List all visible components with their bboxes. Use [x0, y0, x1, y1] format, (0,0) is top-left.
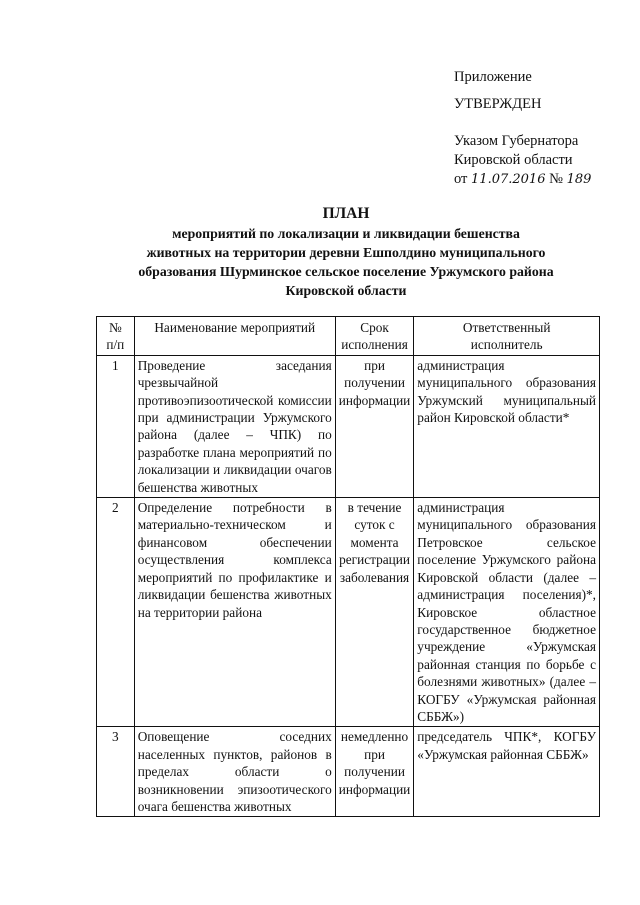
row-number: 2 [97, 498, 135, 727]
header-resp: Ответственный исполнитель [414, 317, 600, 356]
header-num: № п/п [97, 317, 135, 356]
row-responsible: администрация муниципального образования Петровское сельское поселение Уржумского района Кировской области (далее – администрация поселения)*, Кировское областное государственное бюджетное учреждение «Уржумская районная станция по борьбе с болезнями животных» (далее – КОГБУ «Уржумская районная СББЖ») [414, 498, 600, 727]
row-term: в течение суток с момента регистрации заболевания [335, 498, 414, 727]
decree-date: 11.07.2016 [471, 172, 546, 187]
decree-date-line [454, 170, 591, 189]
table-row [97, 498, 600, 727]
title-line-2: животных на территории деревни Ешполдино муниципального [146, 245, 546, 260]
approved-label: УТВЕРЖДЕН [454, 96, 542, 112]
table-header-row [97, 317, 600, 356]
row-activity: Определение потребности в материально-техническом и финансовом обеспечении осуществления комплекса мероприятий по профилактике и ликвидации бешенства животных на территории района [134, 498, 335, 727]
approval-stamp [454, 68, 591, 189]
row-term: немедленно при получении информации [335, 727, 414, 817]
plan-table [96, 316, 600, 817]
appendix-label: Приложение [454, 69, 532, 85]
row-number: 3 [97, 727, 135, 817]
document-title [96, 204, 596, 300]
number-label: № [549, 171, 563, 187]
table-row [97, 727, 600, 817]
plan-heading: ПЛАН [322, 205, 370, 222]
row-activity: Оповещение соседних населенных пунктов, районов в пределах области о возникновении эпизоотического очага бешенства животных [134, 727, 335, 817]
title-line-3: образования Шурминское сельское поселение Уржумского района [138, 264, 554, 279]
row-number: 1 [97, 355, 135, 497]
row-activity: Проведение заседания чрезвычайной противоэпизоотической комиссии при администрации Уржумского района (далее – ЧПК) по разработке плана мероприятий по локализации и ликвидации очагов бешенства животных [134, 355, 335, 497]
decree-number: 189 [566, 172, 592, 187]
row-responsible: администрация муниципального образования Уржумский муниципальный район Кировской области* [414, 355, 600, 497]
title-line-1: мероприятий по локализации и ликвидации бешенства [172, 226, 520, 241]
decree-line-1: Указом Губернатора [454, 133, 579, 149]
title-line-4: Кировской области [285, 283, 407, 298]
header-term: Срок исполнения [335, 317, 414, 356]
row-term: при получении информации [335, 355, 414, 497]
table-row [97, 355, 600, 497]
header-name: Наименование мероприятий [134, 317, 335, 356]
row-responsible: председатель ЧПК*, КОГБУ «Уржумская районная СББЖ» [414, 727, 600, 817]
decree-line-2: Кировской области [454, 152, 573, 168]
from-label: от [454, 171, 468, 187]
